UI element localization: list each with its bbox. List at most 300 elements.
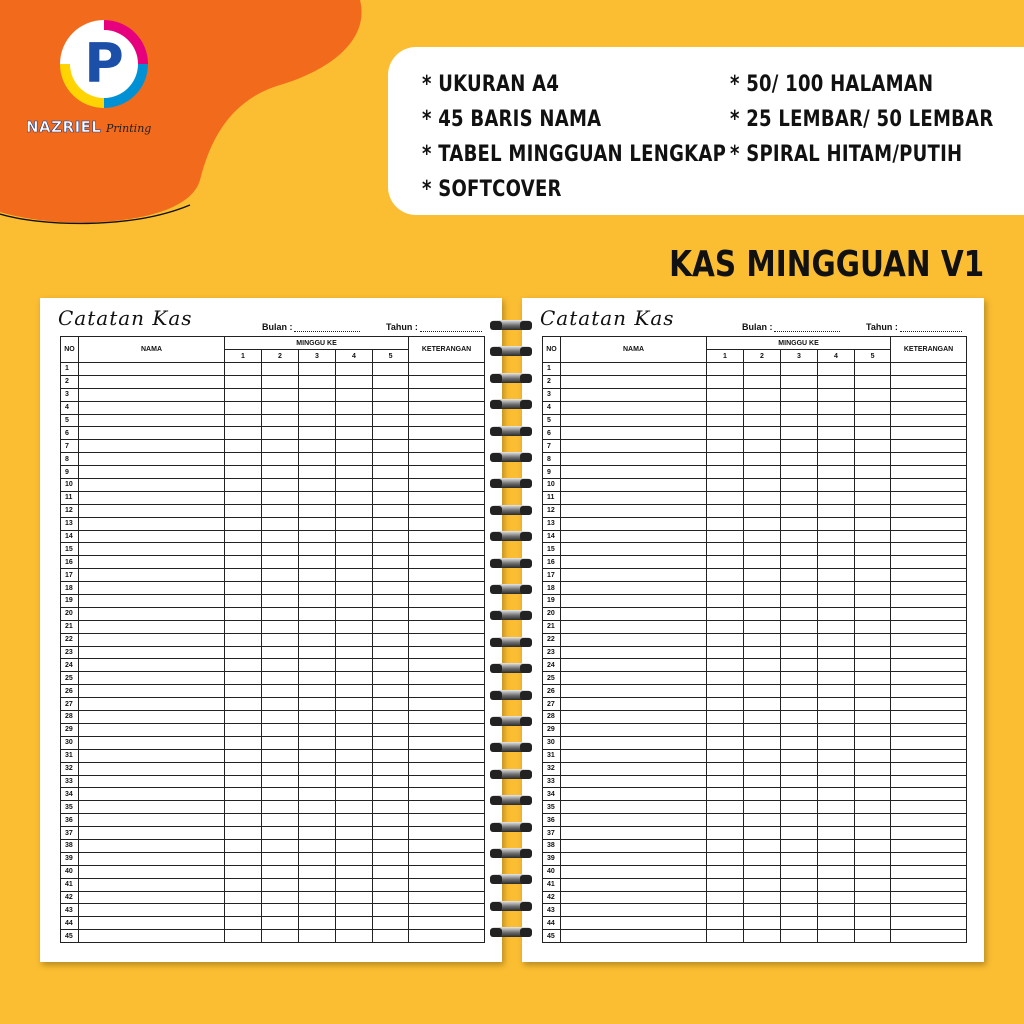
week-cell[interactable]: [781, 582, 818, 595]
week-cell[interactable]: [373, 685, 409, 698]
week-cell[interactable]: [373, 930, 409, 943]
week-cell[interactable]: [781, 607, 818, 620]
week-cell[interactable]: [818, 388, 855, 401]
week-cell[interactable]: [744, 723, 781, 736]
note-cell[interactable]: [409, 466, 485, 479]
week-cell[interactable]: [373, 427, 409, 440]
week-cell[interactable]: [262, 891, 299, 904]
week-cell[interactable]: [373, 633, 409, 646]
name-cell[interactable]: [79, 775, 225, 788]
note-cell[interactable]: [891, 775, 967, 788]
week-cell[interactable]: [373, 607, 409, 620]
week-cell[interactable]: [855, 517, 891, 530]
note-cell[interactable]: [409, 891, 485, 904]
name-cell[interactable]: [561, 930, 707, 943]
week-cell[interactable]: [225, 827, 262, 840]
name-cell[interactable]: [79, 698, 225, 711]
week-cell[interactable]: [855, 375, 891, 388]
week-cell[interactable]: [373, 440, 409, 453]
week-cell[interactable]: [336, 427, 373, 440]
week-cell[interactable]: [299, 517, 336, 530]
week-cell[interactable]: [707, 375, 744, 388]
note-cell[interactable]: [891, 633, 967, 646]
note-cell[interactable]: [409, 878, 485, 891]
note-cell[interactable]: [409, 904, 485, 917]
week-cell[interactable]: [707, 659, 744, 672]
week-cell[interactable]: [262, 736, 299, 749]
week-cell[interactable]: [299, 607, 336, 620]
note-cell[interactable]: [409, 453, 485, 466]
note-cell[interactable]: [409, 401, 485, 414]
week-cell[interactable]: [336, 827, 373, 840]
note-cell[interactable]: [891, 363, 967, 376]
week-cell[interactable]: [781, 491, 818, 504]
week-cell[interactable]: [336, 363, 373, 376]
week-cell[interactable]: [707, 556, 744, 569]
week-cell[interactable]: [855, 582, 891, 595]
note-cell[interactable]: [409, 620, 485, 633]
week-cell[interactable]: [781, 723, 818, 736]
week-cell[interactable]: [373, 865, 409, 878]
note-cell[interactable]: [891, 466, 967, 479]
week-cell[interactable]: [707, 904, 744, 917]
week-cell[interactable]: [744, 530, 781, 543]
week-cell[interactable]: [818, 930, 855, 943]
week-cell[interactable]: [855, 633, 891, 646]
week-cell[interactable]: [818, 607, 855, 620]
week-cell[interactable]: [855, 930, 891, 943]
week-cell[interactable]: [744, 517, 781, 530]
week-cell[interactable]: [336, 788, 373, 801]
week-cell[interactable]: [818, 891, 855, 904]
week-cell[interactable]: [299, 440, 336, 453]
week-cell[interactable]: [225, 466, 262, 479]
week-cell[interactable]: [707, 878, 744, 891]
week-cell[interactable]: [855, 466, 891, 479]
week-cell[interactable]: [262, 620, 299, 633]
note-cell[interactable]: [891, 388, 967, 401]
week-cell[interactable]: [744, 891, 781, 904]
name-cell[interactable]: [561, 762, 707, 775]
week-cell[interactable]: [299, 582, 336, 595]
name-cell[interactable]: [79, 582, 225, 595]
week-cell[interactable]: [855, 698, 891, 711]
week-cell[interactable]: [299, 556, 336, 569]
week-cell[interactable]: [744, 363, 781, 376]
week-cell[interactable]: [336, 711, 373, 724]
week-cell[interactable]: [855, 363, 891, 376]
note-cell[interactable]: [891, 930, 967, 943]
name-cell[interactable]: [561, 775, 707, 788]
week-cell[interactable]: [781, 569, 818, 582]
week-cell[interactable]: [744, 762, 781, 775]
note-cell[interactable]: [409, 788, 485, 801]
week-cell[interactable]: [225, 749, 262, 762]
note-cell[interactable]: [891, 427, 967, 440]
week-cell[interactable]: [373, 595, 409, 608]
week-cell[interactable]: [707, 620, 744, 633]
note-cell[interactable]: [891, 852, 967, 865]
week-cell[interactable]: [707, 414, 744, 427]
week-cell[interactable]: [855, 569, 891, 582]
week-cell[interactable]: [707, 363, 744, 376]
name-cell[interactable]: [79, 801, 225, 814]
name-cell[interactable]: [561, 801, 707, 814]
week-cell[interactable]: [225, 363, 262, 376]
week-cell[interactable]: [707, 569, 744, 582]
week-cell[interactable]: [299, 543, 336, 556]
week-cell[interactable]: [855, 917, 891, 930]
week-cell[interactable]: [336, 633, 373, 646]
week-cell[interactable]: [336, 466, 373, 479]
week-cell[interactable]: [707, 839, 744, 852]
week-cell[interactable]: [373, 388, 409, 401]
name-cell[interactable]: [561, 736, 707, 749]
name-cell[interactable]: [561, 582, 707, 595]
week-cell[interactable]: [225, 595, 262, 608]
name-cell[interactable]: [561, 723, 707, 736]
week-cell[interactable]: [373, 453, 409, 466]
week-cell[interactable]: [707, 491, 744, 504]
week-cell[interactable]: [744, 569, 781, 582]
week-cell[interactable]: [225, 852, 262, 865]
week-cell[interactable]: [707, 698, 744, 711]
week-cell[interactable]: [225, 865, 262, 878]
name-cell[interactable]: [79, 388, 225, 401]
name-cell[interactable]: [79, 646, 225, 659]
week-cell[interactable]: [262, 453, 299, 466]
week-cell[interactable]: [744, 414, 781, 427]
week-cell[interactable]: [262, 607, 299, 620]
note-cell[interactable]: [891, 595, 967, 608]
week-cell[interactable]: [336, 556, 373, 569]
note-cell[interactable]: [891, 582, 967, 595]
week-cell[interactable]: [818, 582, 855, 595]
week-cell[interactable]: [781, 595, 818, 608]
name-cell[interactable]: [79, 414, 225, 427]
week-cell[interactable]: [262, 801, 299, 814]
note-cell[interactable]: [409, 569, 485, 582]
note-cell[interactable]: [409, 607, 485, 620]
week-cell[interactable]: [299, 569, 336, 582]
week-cell[interactable]: [744, 504, 781, 517]
week-cell[interactable]: [336, 659, 373, 672]
note-cell[interactable]: [409, 814, 485, 827]
week-cell[interactable]: [818, 466, 855, 479]
week-cell[interactable]: [781, 801, 818, 814]
name-cell[interactable]: [79, 685, 225, 698]
week-cell[interactable]: [818, 672, 855, 685]
note-cell[interactable]: [409, 839, 485, 852]
week-cell[interactable]: [818, 479, 855, 492]
week-cell[interactable]: [744, 904, 781, 917]
note-cell[interactable]: [409, 749, 485, 762]
note-cell[interactable]: [409, 440, 485, 453]
name-cell[interactable]: [79, 711, 225, 724]
week-cell[interactable]: [225, 839, 262, 852]
week-cell[interactable]: [818, 865, 855, 878]
week-cell[interactable]: [707, 672, 744, 685]
note-cell[interactable]: [891, 543, 967, 556]
week-cell[interactable]: [781, 466, 818, 479]
name-cell[interactable]: [79, 543, 225, 556]
week-cell[interactable]: [299, 375, 336, 388]
week-cell[interactable]: [855, 672, 891, 685]
week-cell[interactable]: [781, 504, 818, 517]
name-cell[interactable]: [79, 788, 225, 801]
week-cell[interactable]: [373, 375, 409, 388]
name-cell[interactable]: [561, 440, 707, 453]
week-cell[interactable]: [262, 762, 299, 775]
week-cell[interactable]: [855, 388, 891, 401]
week-cell[interactable]: [707, 801, 744, 814]
week-cell[interactable]: [707, 852, 744, 865]
week-cell[interactable]: [818, 633, 855, 646]
week-cell[interactable]: [299, 453, 336, 466]
note-cell[interactable]: [891, 827, 967, 840]
week-cell[interactable]: [373, 775, 409, 788]
week-cell[interactable]: [744, 427, 781, 440]
week-cell[interactable]: [262, 595, 299, 608]
week-cell[interactable]: [373, 788, 409, 801]
week-cell[interactable]: [855, 491, 891, 504]
note-cell[interactable]: [409, 388, 485, 401]
name-cell[interactable]: [79, 607, 225, 620]
note-cell[interactable]: [409, 852, 485, 865]
name-cell[interactable]: [79, 479, 225, 492]
week-cell[interactable]: [855, 414, 891, 427]
name-cell[interactable]: [79, 904, 225, 917]
week-cell[interactable]: [744, 491, 781, 504]
name-cell[interactable]: [79, 569, 225, 582]
week-cell[interactable]: [299, 827, 336, 840]
week-cell[interactable]: [373, 479, 409, 492]
week-cell[interactable]: [299, 491, 336, 504]
week-cell[interactable]: [299, 775, 336, 788]
week-cell[interactable]: [262, 698, 299, 711]
week-cell[interactable]: [336, 736, 373, 749]
week-cell[interactable]: [781, 479, 818, 492]
note-cell[interactable]: [409, 736, 485, 749]
week-cell[interactable]: [373, 827, 409, 840]
week-cell[interactable]: [373, 698, 409, 711]
week-cell[interactable]: [855, 556, 891, 569]
name-cell[interactable]: [79, 595, 225, 608]
name-cell[interactable]: [561, 646, 707, 659]
week-cell[interactable]: [855, 852, 891, 865]
week-cell[interactable]: [855, 620, 891, 633]
week-cell[interactable]: [855, 504, 891, 517]
name-cell[interactable]: [79, 762, 225, 775]
week-cell[interactable]: [336, 865, 373, 878]
week-cell[interactable]: [707, 427, 744, 440]
note-cell[interactable]: [891, 839, 967, 852]
week-cell[interactable]: [744, 749, 781, 762]
name-cell[interactable]: [561, 427, 707, 440]
week-cell[interactable]: [299, 646, 336, 659]
week-cell[interactable]: [262, 878, 299, 891]
week-cell[interactable]: [225, 633, 262, 646]
week-cell[interactable]: [225, 891, 262, 904]
week-cell[interactable]: [262, 659, 299, 672]
week-cell[interactable]: [818, 852, 855, 865]
week-cell[interactable]: [225, 569, 262, 582]
week-cell[interactable]: [225, 736, 262, 749]
week-cell[interactable]: [299, 930, 336, 943]
week-cell[interactable]: [373, 556, 409, 569]
week-cell[interactable]: [855, 427, 891, 440]
week-cell[interactable]: [781, 401, 818, 414]
week-cell[interactable]: [818, 440, 855, 453]
name-cell[interactable]: [561, 363, 707, 376]
week-cell[interactable]: [225, 672, 262, 685]
note-cell[interactable]: [891, 659, 967, 672]
week-cell[interactable]: [262, 633, 299, 646]
week-cell[interactable]: [744, 620, 781, 633]
week-cell[interactable]: [818, 427, 855, 440]
week-cell[interactable]: [707, 530, 744, 543]
week-cell[interactable]: [707, 930, 744, 943]
week-cell[interactable]: [262, 491, 299, 504]
week-cell[interactable]: [299, 363, 336, 376]
week-cell[interactable]: [225, 414, 262, 427]
note-cell[interactable]: [409, 556, 485, 569]
name-cell[interactable]: [561, 878, 707, 891]
name-cell[interactable]: [561, 659, 707, 672]
week-cell[interactable]: [818, 749, 855, 762]
week-cell[interactable]: [373, 466, 409, 479]
note-cell[interactable]: [891, 917, 967, 930]
week-cell[interactable]: [744, 852, 781, 865]
name-cell[interactable]: [79, 363, 225, 376]
week-cell[interactable]: [299, 414, 336, 427]
week-cell[interactable]: [744, 814, 781, 827]
week-cell[interactable]: [225, 479, 262, 492]
week-cell[interactable]: [225, 607, 262, 620]
week-cell[interactable]: [781, 930, 818, 943]
week-cell[interactable]: [707, 788, 744, 801]
week-cell[interactable]: [855, 453, 891, 466]
week-cell[interactable]: [262, 530, 299, 543]
name-cell[interactable]: [79, 401, 225, 414]
note-cell[interactable]: [891, 711, 967, 724]
week-cell[interactable]: [744, 388, 781, 401]
note-cell[interactable]: [891, 491, 967, 504]
week-cell[interactable]: [225, 543, 262, 556]
week-cell[interactable]: [262, 646, 299, 659]
note-cell[interactable]: [409, 672, 485, 685]
week-cell[interactable]: [855, 814, 891, 827]
week-cell[interactable]: [373, 839, 409, 852]
note-cell[interactable]: [409, 698, 485, 711]
week-cell[interactable]: [262, 852, 299, 865]
week-cell[interactable]: [262, 814, 299, 827]
week-cell[interactable]: [262, 672, 299, 685]
week-cell[interactable]: [744, 736, 781, 749]
week-cell[interactable]: [781, 388, 818, 401]
week-cell[interactable]: [262, 504, 299, 517]
note-cell[interactable]: [891, 698, 967, 711]
week-cell[interactable]: [855, 904, 891, 917]
week-cell[interactable]: [855, 607, 891, 620]
week-cell[interactable]: [744, 633, 781, 646]
name-cell[interactable]: [79, 504, 225, 517]
week-cell[interactable]: [373, 363, 409, 376]
week-cell[interactable]: [818, 517, 855, 530]
week-cell[interactable]: [855, 749, 891, 762]
week-cell[interactable]: [225, 930, 262, 943]
note-cell[interactable]: [891, 646, 967, 659]
name-cell[interactable]: [561, 479, 707, 492]
week-cell[interactable]: [225, 530, 262, 543]
name-cell[interactable]: [561, 401, 707, 414]
week-cell[interactable]: [262, 440, 299, 453]
week-cell[interactable]: [781, 427, 818, 440]
name-cell[interactable]: [561, 685, 707, 698]
week-cell[interactable]: [744, 556, 781, 569]
week-cell[interactable]: [373, 504, 409, 517]
note-cell[interactable]: [409, 633, 485, 646]
name-cell[interactable]: [561, 711, 707, 724]
name-cell[interactable]: [79, 736, 225, 749]
week-cell[interactable]: [225, 917, 262, 930]
week-cell[interactable]: [336, 930, 373, 943]
note-cell[interactable]: [891, 440, 967, 453]
note-cell[interactable]: [891, 723, 967, 736]
week-cell[interactable]: [225, 556, 262, 569]
week-cell[interactable]: [781, 453, 818, 466]
name-cell[interactable]: [561, 633, 707, 646]
week-cell[interactable]: [336, 917, 373, 930]
week-cell[interactable]: [299, 427, 336, 440]
week-cell[interactable]: [262, 479, 299, 492]
week-cell[interactable]: [373, 517, 409, 530]
week-cell[interactable]: [707, 453, 744, 466]
week-cell[interactable]: [855, 762, 891, 775]
week-cell[interactable]: [818, 814, 855, 827]
week-cell[interactable]: [373, 401, 409, 414]
week-cell[interactable]: [707, 685, 744, 698]
week-cell[interactable]: [373, 749, 409, 762]
name-cell[interactable]: [79, 839, 225, 852]
week-cell[interactable]: [262, 930, 299, 943]
note-cell[interactable]: [891, 736, 967, 749]
note-cell[interactable]: [891, 479, 967, 492]
note-cell[interactable]: [891, 672, 967, 685]
name-cell[interactable]: [79, 878, 225, 891]
week-cell[interactable]: [336, 801, 373, 814]
week-cell[interactable]: [373, 814, 409, 827]
name-cell[interactable]: [561, 414, 707, 427]
week-cell[interactable]: [818, 659, 855, 672]
week-cell[interactable]: [225, 375, 262, 388]
week-cell[interactable]: [781, 646, 818, 659]
week-cell[interactable]: [818, 569, 855, 582]
name-cell[interactable]: [79, 466, 225, 479]
week-cell[interactable]: [855, 440, 891, 453]
week-cell[interactable]: [262, 414, 299, 427]
week-cell[interactable]: [781, 788, 818, 801]
week-cell[interactable]: [262, 466, 299, 479]
week-cell[interactable]: [225, 698, 262, 711]
week-cell[interactable]: [707, 827, 744, 840]
week-cell[interactable]: [336, 762, 373, 775]
week-cell[interactable]: [336, 517, 373, 530]
week-cell[interactable]: [373, 891, 409, 904]
week-cell[interactable]: [225, 517, 262, 530]
week-cell[interactable]: [855, 736, 891, 749]
name-cell[interactable]: [79, 620, 225, 633]
